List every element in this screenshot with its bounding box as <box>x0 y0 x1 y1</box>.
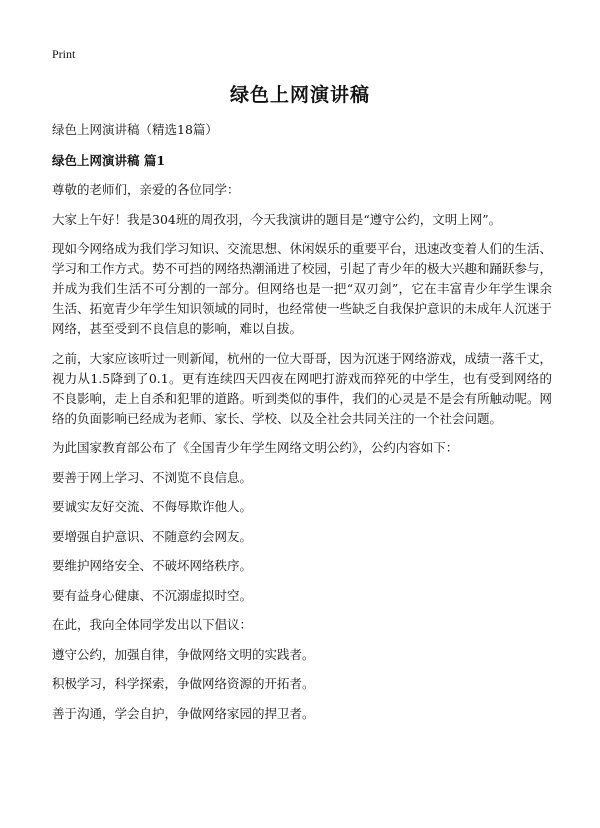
pledge-item: 要善于网上学习、不浏览不良信息。 <box>52 469 253 485</box>
body-paragraph: 在此，我向全体同学发出以下倡议： <box>52 617 253 632</box>
pledge-item: 要维护网络安全、不破坏网络秩序。 <box>52 558 253 573</box>
body-paragraph: 为此国家教育部公布了《全国青少年学生网络文明公约》，公约内容如下： <box>52 440 459 455</box>
salutation-paragraph: 尊敬的老师们，亲爱的各位同学： <box>52 182 240 197</box>
greeting-paragraph: 大家上午好！我是304班的周孜羽，今天我演讲的题目是“遵守公约，文明上网”。 <box>52 211 502 227</box>
pledge-item: 要诚实友好交流、不侮辱欺诈他人。 <box>52 499 253 514</box>
proposal-item: 积极学习，科学探索，争做网络资源的开拓者。 <box>52 676 315 691</box>
proposal-item: 善于沟通，学会自护，争做网络家园的捍卫者。 <box>52 705 315 721</box>
document-body <box>52 120 552 733</box>
print-link[interactable]: Print <box>52 47 76 61</box>
section-heading: 绿色上网演讲稿 篇1 <box>52 153 166 168</box>
proposal-item: 遵守公约，加强自律，争做网络文明的实践者。 <box>52 646 315 662</box>
pledge-item: 要增强自护意识、不随意约会网友。 <box>52 528 253 544</box>
body-paragraph: 之前，大家应该听过一则新闻，杭州的一位大哥哥，因为沉迷于网络游戏，成绩一落千丈，视力从1.5降到了0.1。更有连续四天四夜在网吧打游戏而猝死的中学生，也有受到网络的不良影响，走上自杀和犯罪的道路。听到类似的事件，我们的心灵是不是会有所触动呢。网络的负面影响已经成为老师、家长、学校、以及全社会共同关注的一个社会问题。 <box>52 350 553 426</box>
pledge-item: 要有益身心健康、不沉溺虚拟时空。 <box>52 587 253 603</box>
document-subtitle: 绿色上网演讲稿（精选18篇） <box>52 122 218 137</box>
body-paragraph: 现如今网络成为我们学习知识、交流思想、休闲娱乐的重要平台，迅速改变着人们的生活、学习和工作方式。势不可挡的网络热潮涌进了校园，引起了青少年的极大兴趣和踊跃参与，并成为我们生活不可分割的一部分。但网络也是一把“双刃剑”，它在丰富青少年学生课余生活、拓宽青少年学生知识领域的同时，也经常使一些缺乏自我保护意识的未成年人沉迷于网络，甚至受到不良信息的影响，难以自拔。 <box>52 241 553 336</box>
page-title: 绿色上网演讲稿 <box>229 84 370 106</box>
